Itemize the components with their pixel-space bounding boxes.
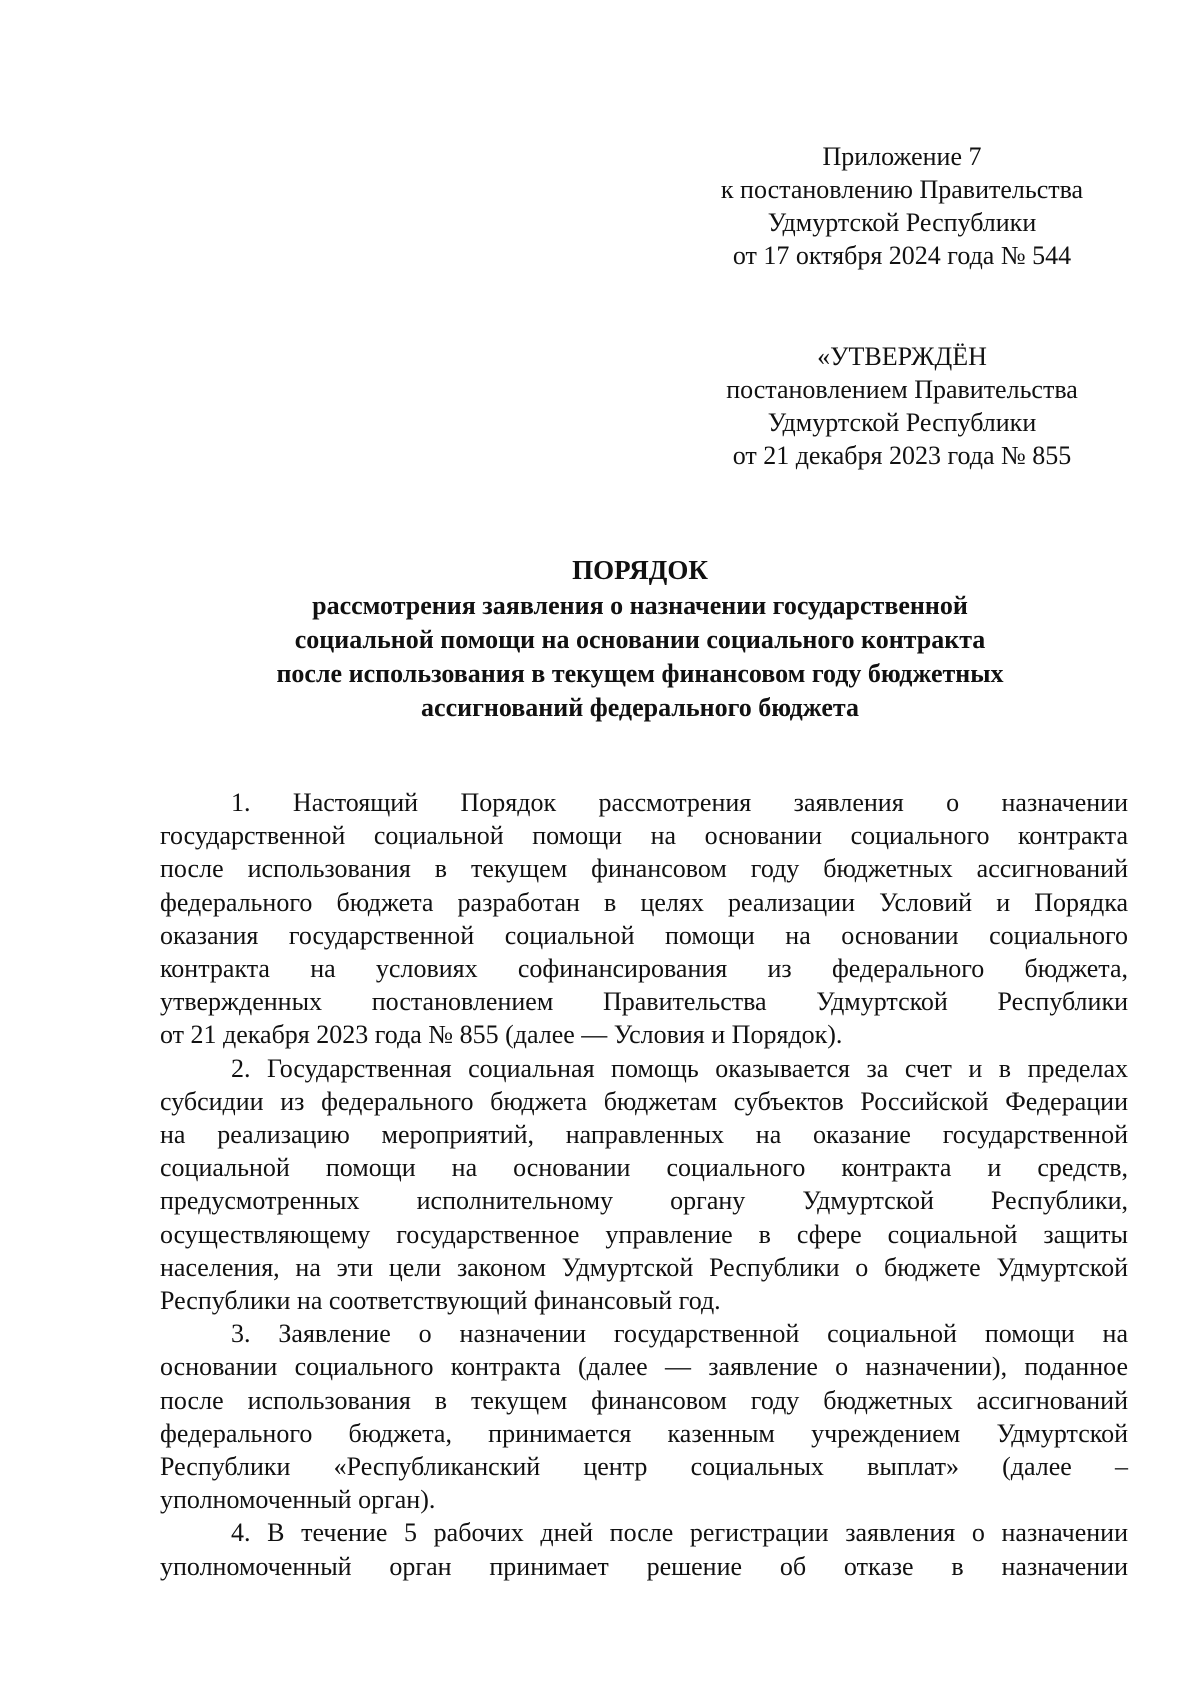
- title-sub-line: после использования в текущем финансовом году бюджетных: [276, 659, 1004, 688]
- text-line: от 21 декабря 2023 года № 855 (далее — Условия и Порядок).: [160, 1020, 843, 1050]
- document-title: [160, 553, 1120, 725]
- text-line: 4. В течение 5 рабочих дней после регистрации заявления о назначении: [231, 1518, 1128, 1548]
- title-sub-line: рассмотрения заявления о назначении государственной: [312, 591, 968, 620]
- approved-line: от 21 декабря 2023 года № 855: [732, 441, 1072, 470]
- text-line: федерального бюджета разработан в целях реализации Условий и Порядка: [160, 887, 1128, 917]
- text-line: социальной помощи на основании социального контракта и средств,: [160, 1153, 1128, 1183]
- text-line: после использования в текущем финансовом году бюджетных ассигнований: [160, 1385, 1128, 1415]
- approved-line: «УТВЕРЖДЁН: [817, 342, 987, 371]
- title-sub-line: ассигнований федерального бюджета: [421, 693, 859, 722]
- text-line: оказания государственной социальной помощи на основании социального: [160, 920, 1128, 950]
- appendix-line: Удмуртской Республики: [767, 208, 1037, 237]
- text-line: контракта на условиях софинансирования из федерального бюджета,: [160, 954, 1128, 984]
- text-line: после использования в текущем финансовом году бюджетных ассигнований: [160, 854, 1128, 884]
- approval-stamp-text: [692, 340, 1112, 472]
- text-line: Республики «Республиканский центр социальных выплат» (далее –: [160, 1452, 1128, 1482]
- text-line: населения, на эти цели законом Удмуртской Республики о бюджете Удмуртской: [160, 1252, 1128, 1282]
- text-line: основании социального контракта (далее — заявление о назначении), поданное: [160, 1352, 1128, 1382]
- appendix-line: к постановлению Правительства: [720, 175, 1084, 204]
- text-line: субсидии из федерального бюджета бюджетам субъектов Российской Федерации: [160, 1086, 1128, 1116]
- text-line: утвержденных постановлением Правительства Удмуртской Республики: [160, 987, 1128, 1017]
- text-line: уполномоченный орган).: [160, 1485, 436, 1515]
- text-line: 1. Настоящий Порядок рассмотрения заявления о назначении: [231, 788, 1128, 817]
- paragraph-2: [160, 1052, 1128, 1318]
- text-line: осуществляющему государственное управление в сфере социальной защиты: [160, 1219, 1128, 1249]
- document-body: [160, 786, 1128, 1583]
- text-line: предусмотренных исполнительному органу Удмуртской Республики,: [160, 1186, 1128, 1216]
- title-main: ПОРЯДОК: [572, 555, 708, 585]
- text-line: Республики на соответствующий финансовый год.: [160, 1286, 721, 1316]
- paragraph-3: [160, 1317, 1128, 1516]
- appendix-line: Приложение 7: [822, 142, 982, 171]
- approved-line: Удмуртской Республики: [767, 408, 1037, 437]
- approved-line: постановлением Правительства: [726, 375, 1078, 404]
- text-line: государственной социальной помощи на основании социального контракта: [160, 821, 1128, 851]
- appendix-header: [692, 140, 1112, 272]
- text-line: уполномоченный орган принимает решение об отказе в назначении: [160, 1551, 1128, 1581]
- text-line: федерального бюджета, принимается казенным учреждением Удмуртской: [160, 1418, 1128, 1448]
- text-line: 3. Заявление о назначении государственной социальной помощи на: [231, 1319, 1128, 1349]
- paragraph-4: [160, 1516, 1128, 1582]
- text-line: 2. Государственная социальная помощь оказывается за счет и в пределах: [231, 1053, 1128, 1083]
- paragraph-1: [160, 786, 1128, 1052]
- text-line: на реализацию мероприятий, направленных на оказание государственной: [160, 1120, 1128, 1150]
- appendix-line: от 17 октября 2024 года № 544: [732, 241, 1072, 270]
- title-sub-line: социальной помощи на основании социального контракта: [294, 625, 986, 654]
